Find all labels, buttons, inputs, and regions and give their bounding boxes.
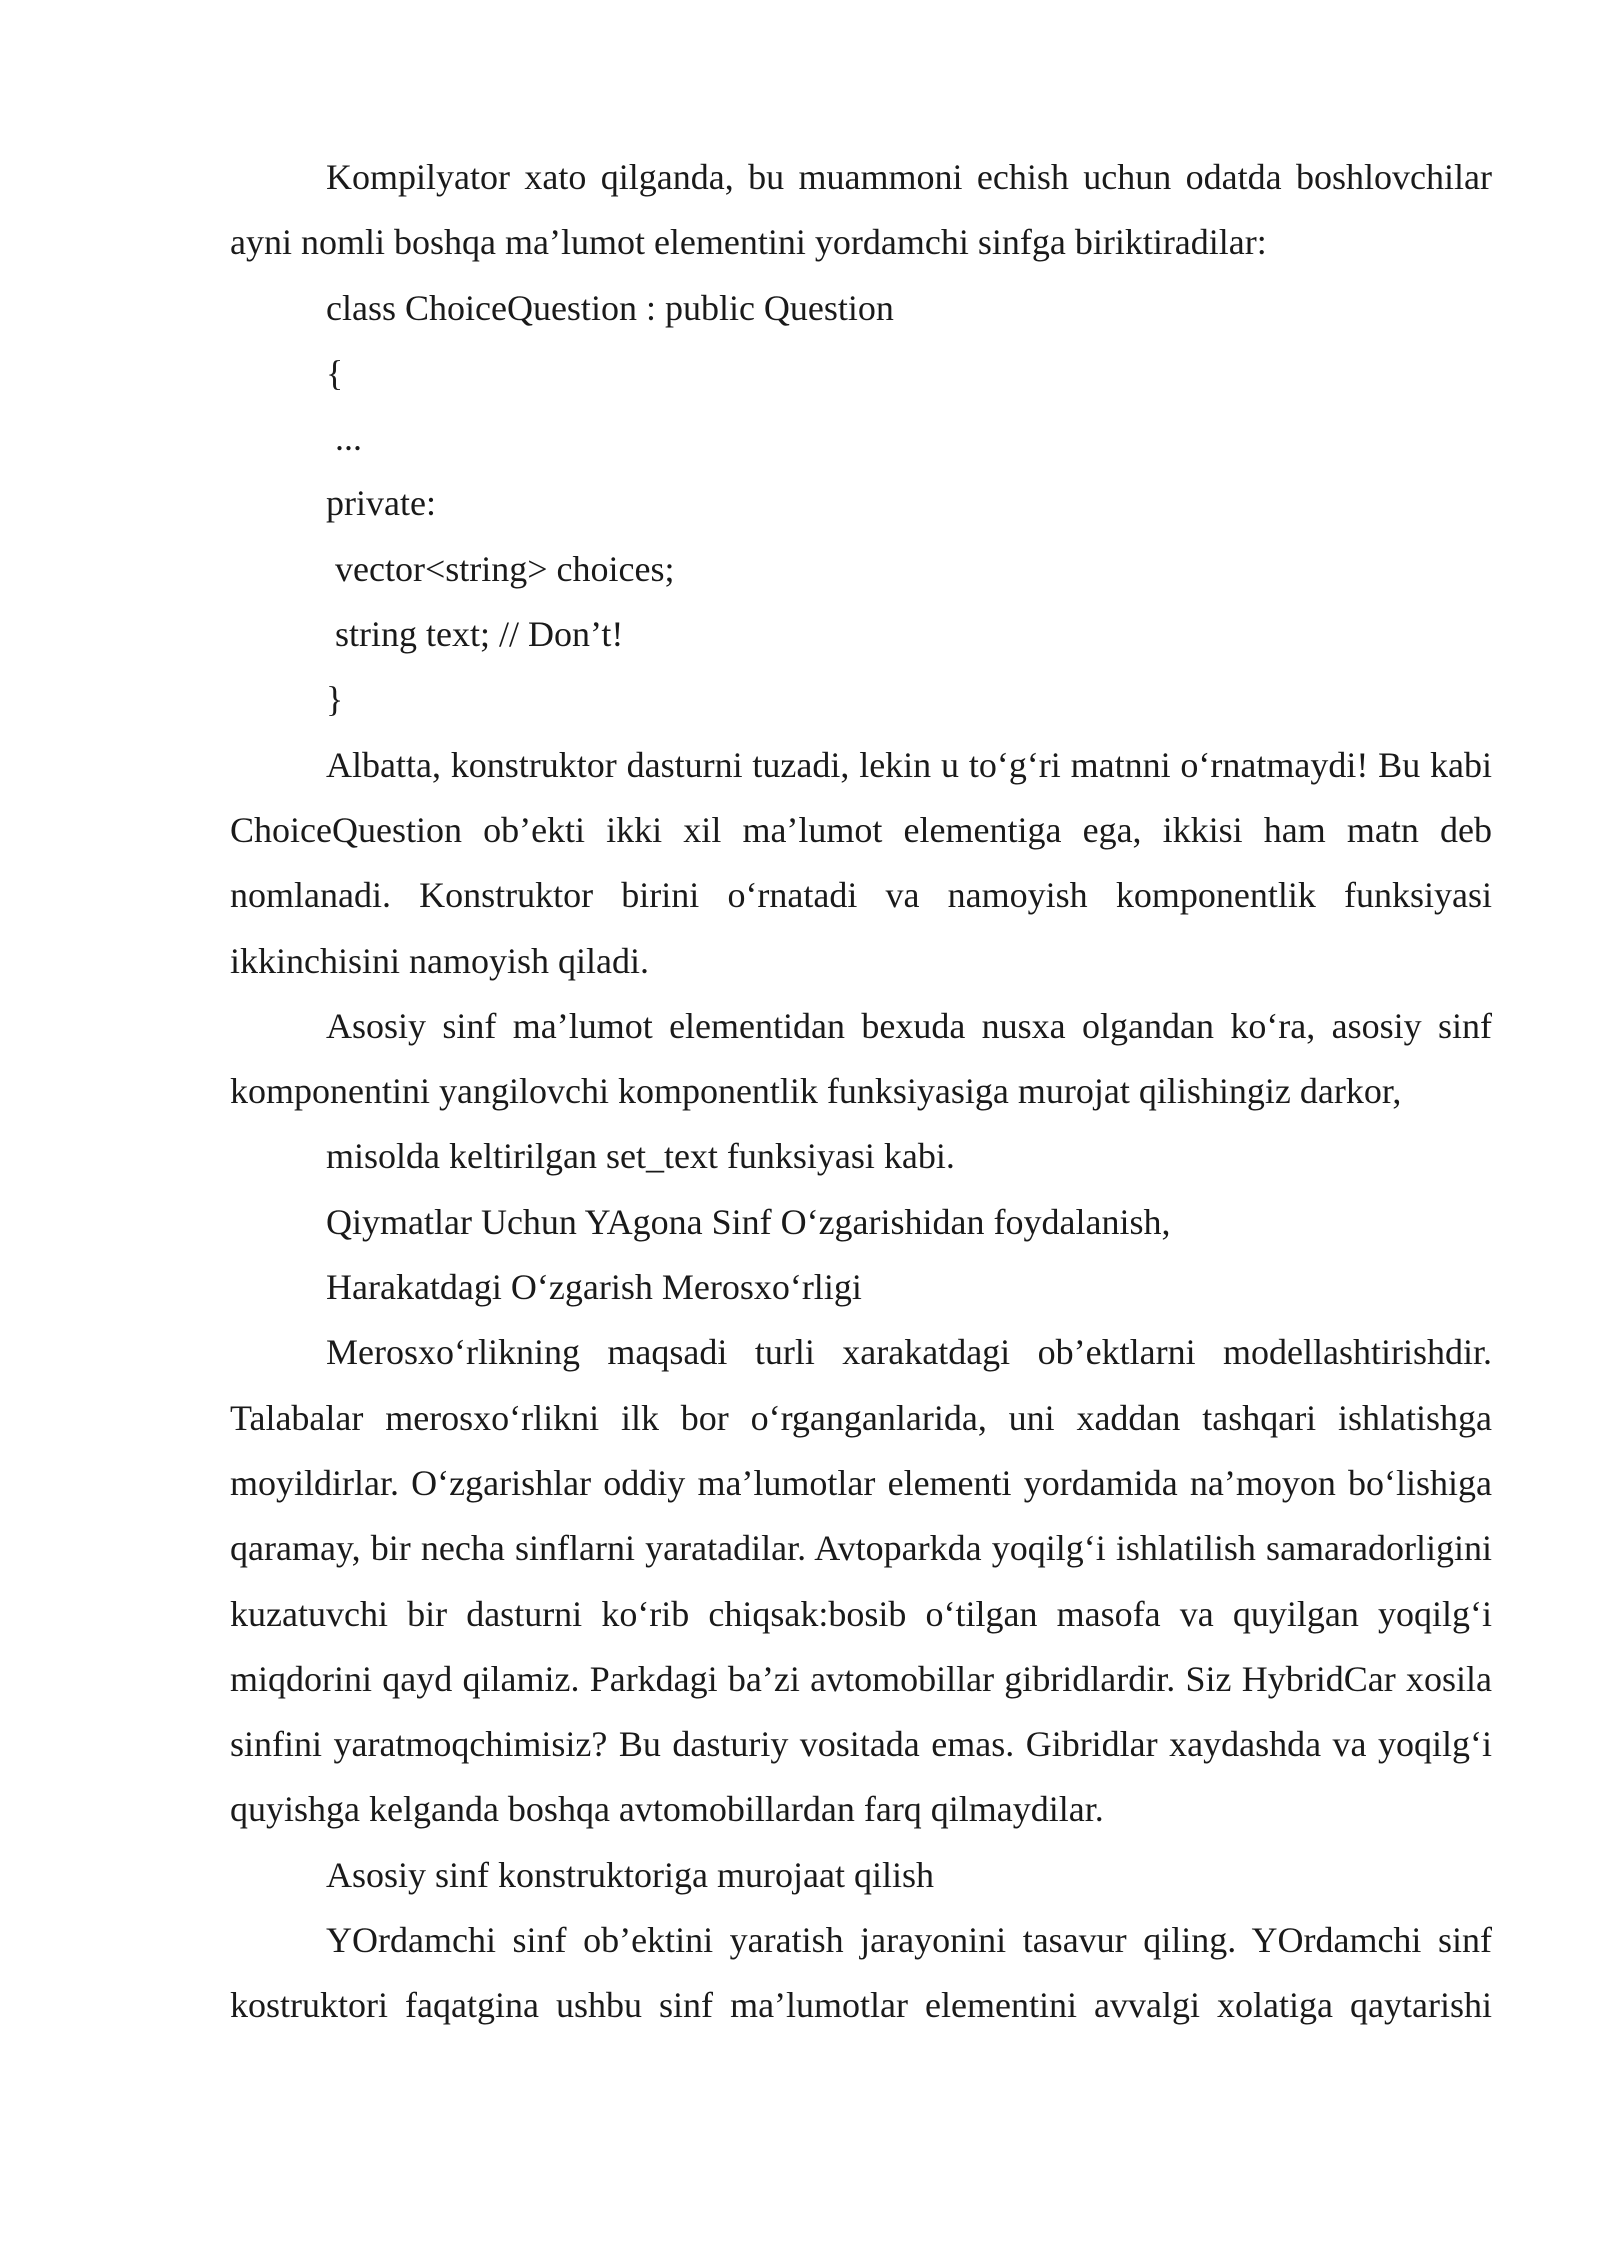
code-line: private:: [326, 483, 436, 524]
section-heading-constructor: Asosiy sinf konstruktoriga murojaat qilish: [326, 1854, 934, 1895]
paragraph-inheritance: Merosxo‘rlikning maqsadi turli xarakatdagi ob’ektlarni modellashtirishdir. Talabalar merosxo‘rlikni ilk bor o‘rganganlarida, uni xaddan tashqari ishlatishga moyildirlar. O‘zgarishlar oddiy ma’lumotlar elementi yordamida na’moyon bo‘lishiga qaramay, bir necha sinflarni yaratadilar. Avtoparkda yoqilg‘i ishlatilish samaradorligini kuzatuvchi bir dasturni ko‘rib chiqsak:bosib o‘tilgan masofa va quyilgan yoqilg‘i miqdorini qayd qilamiz. Parkdagi ba’zi avtomobillar gibridlardir. Siz HybridCar xosila sinfini yaratmoqchimisiz? Bu dasturiy vositada emas. Gibridlar xaydashda va yoqilg‘i quyishga kelganda boshqa avtomobillardan farq qilmaydilar.: [230, 1332, 1492, 1830]
paragraph-derived-object: YOrdamchi sinf ob’ektini yaratish jarayonini tasavur qiling. YOrdamchi sinf kostruktori faqatgina ushbu sinf ma’lumotlar elementini avvalgi xolatiga qaytarishi: [230, 1920, 1492, 2026]
code-line: }: [326, 679, 344, 720]
paragraph-base-class: Asosiy sinf ma’lumot elementidan bexuda nusxa olgandan ko‘ra, asosiy sinf komponentini yangilovchi komponentlik funksiyasiga murojat qilishingiz darkor,: [230, 1005, 1492, 1112]
section-heading-inheritance: Harakatdagi O‘zgarish Merosxo‘rligi: [326, 1267, 862, 1308]
code-line: vector<string> choices;: [326, 548, 675, 589]
code-line: ...: [326, 418, 362, 459]
paragraph-intro: Kompilyator xato qilganda, bu muammoni echish uchun odatda boshlovchilar ayni nomli boshqa ma’lumot elementini yordamchi sinfga biriktiradilar:: [230, 157, 1492, 263]
code-block: [230, 276, 1492, 733]
paragraph-constructor: Albatta, konstruktor dasturni tuzadi, lekin u to‘g‘ri matnni o‘rnatmaydi! Bu kabi ChoiceQuestion ob’ekti ikki xil ma’lumot elementiga ega, ikkisi ham matn deb nomlanadi. Konstruktor birini o‘rnatadi va namoyish komponentlik funksiyasi ikkinchisini namoyish qiladi.: [230, 744, 1492, 981]
text-line-example: misolda keltirilgan set_text funksiyasi kabi.: [326, 1136, 955, 1177]
section-heading-values: Qiymatlar Uchun YAgona Sinf O‘zgarishidan foydalanish,: [326, 1201, 1171, 1242]
code-line: string text; // Don’t!: [326, 614, 624, 655]
code-line: class ChoiceQuestion : public Question: [326, 287, 894, 328]
document-page: [230, 145, 1492, 2039]
code-line: {: [326, 352, 344, 393]
